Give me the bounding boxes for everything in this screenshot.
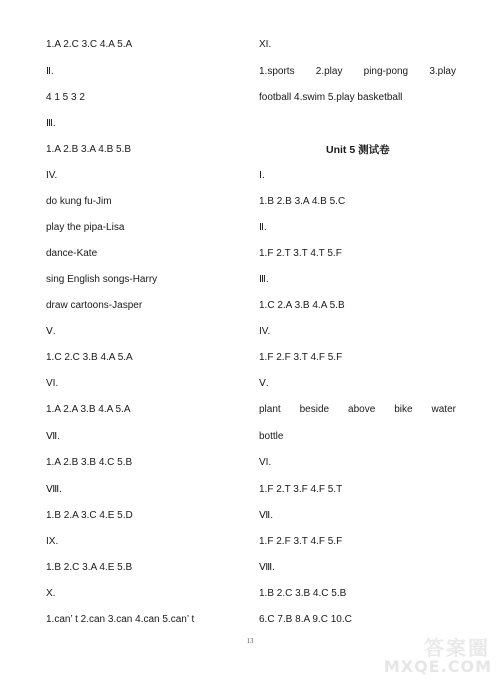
section-heading: IV. bbox=[46, 170, 58, 181]
answer-line: 1.F 2.F 3.T 4.F 5.F bbox=[259, 536, 343, 547]
answer-line bbox=[259, 404, 456, 416]
section-heading: IV. bbox=[259, 326, 271, 337]
answer-line: 1.F 2.T 3.T 4.T 5.F bbox=[259, 248, 342, 259]
answer-word: 3.play bbox=[429, 66, 456, 77]
answer-line: dance-Kate bbox=[46, 248, 98, 259]
watermark bbox=[383, 632, 494, 676]
answer-line: bottle bbox=[259, 431, 284, 442]
section-heading: X. bbox=[46, 588, 56, 599]
answer-line: 1.B 2.A 3.C 4.E 5.D bbox=[46, 510, 133, 521]
answer-word: beside bbox=[299, 404, 330, 415]
watermark-site-text: MXQE.COM bbox=[383, 657, 492, 676]
section-heading: Ⅷ. bbox=[46, 484, 62, 495]
section-heading: VI. bbox=[46, 378, 59, 389]
section-heading: XI. bbox=[259, 39, 272, 50]
answer-line: 1.A 2.B 3.B 4.C 5.B bbox=[46, 457, 133, 468]
answer-line bbox=[259, 66, 456, 78]
answer-line: football 4.swim 5.play basketball bbox=[259, 92, 403, 103]
section-heading: Ⅶ. bbox=[46, 431, 60, 442]
answer-line: 1.B 2.B 3.A 4.B 5.C bbox=[259, 196, 346, 207]
answer-line: play the pipa-Lisa bbox=[46, 222, 125, 233]
section-heading: IX. bbox=[46, 536, 59, 547]
unit-title: Unit 5 测试卷 bbox=[326, 144, 390, 156]
answer-line: 1.B 2.C 3.B 4.C 5.B bbox=[259, 588, 347, 599]
answer-word: plant bbox=[259, 404, 281, 415]
answer-word: water bbox=[431, 404, 456, 415]
section-heading: Ⅴ. bbox=[259, 378, 269, 389]
answer-line: 4 1 5 3 2 bbox=[46, 92, 85, 103]
section-heading: Ⅴ. bbox=[46, 326, 56, 337]
answer-word: 1.sports bbox=[259, 66, 295, 77]
answer-line: 1.A 2.A 3.B 4.A 5.A bbox=[46, 404, 131, 415]
answer-line: sing English songs-Harry bbox=[46, 274, 158, 285]
section-heading: Ⅲ. bbox=[46, 118, 56, 129]
answer-line: 1.can’ t 2.can 3.can 4.can 5.can’ t bbox=[46, 614, 195, 625]
section-heading: Ⅶ. bbox=[259, 510, 273, 521]
section-heading: VI. bbox=[259, 457, 272, 468]
answer-word: 2.play bbox=[315, 66, 343, 77]
section-heading: Ⅰ. bbox=[259, 170, 265, 181]
answer-line: 1.C 2.C 3.B 4.A 5.A bbox=[46, 352, 133, 363]
answer-line: 1.C 2.A 3.B 4.A 5.B bbox=[259, 300, 345, 311]
section-heading: Ⅷ. bbox=[259, 562, 275, 573]
section-heading: Ⅱ. bbox=[259, 222, 267, 233]
section-heading: Ⅱ. bbox=[46, 66, 54, 77]
answer-line: 6.C 7.B 8.A 9.C 10.C bbox=[259, 614, 352, 625]
answer-line: 1.A 2.C 3.C 4.A 5.A bbox=[46, 39, 133, 50]
answer-word: ping-pong bbox=[363, 66, 409, 77]
answer-line: 1.A 2.B 3.A 4.B 5.B bbox=[46, 144, 132, 155]
answer-line: do kung fu-Jim bbox=[46, 196, 112, 207]
answer-line: 1.F 2.T 3.F 4.F 5.T bbox=[259, 484, 343, 495]
section-heading: Ⅲ. bbox=[259, 274, 269, 285]
answer-word: above bbox=[348, 404, 376, 415]
answer-line: 1.F 2.F 3.T 4.F 5.F bbox=[259, 352, 343, 363]
watermark-logo-text: 答案圈 bbox=[424, 636, 490, 660]
answer-line: 1.B 2.C 3.A 4.E 5.B bbox=[46, 562, 133, 573]
answer-word: bike bbox=[394, 404, 413, 415]
answer-line: draw cartoons-Jasper bbox=[46, 300, 143, 311]
page-number: 13 bbox=[246, 637, 254, 645]
